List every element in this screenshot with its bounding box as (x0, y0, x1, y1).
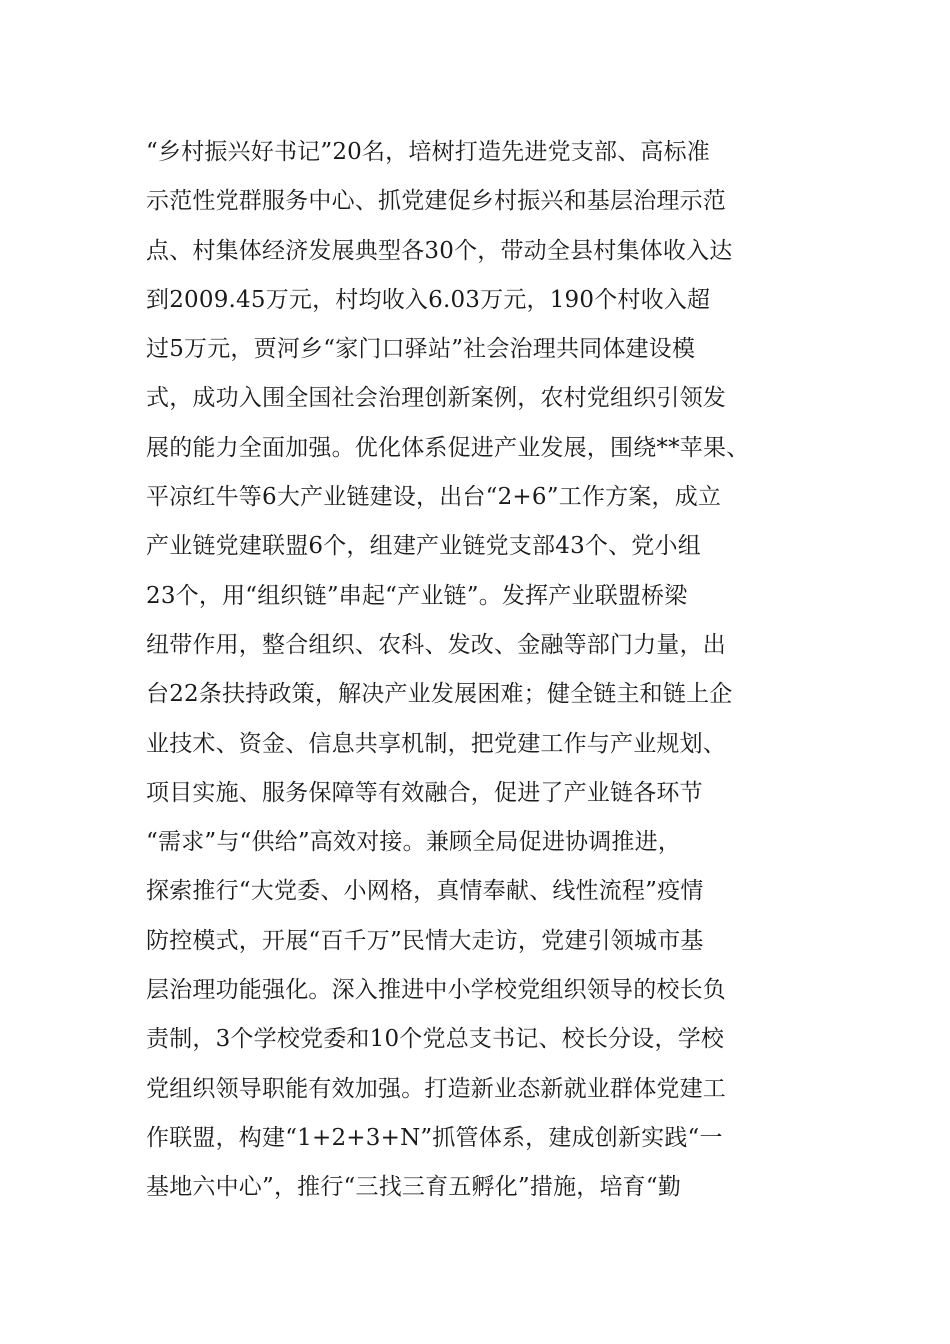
text-line: 点、村集体经济发展典型各30个，带动全县村集体收入达 (146, 237, 733, 264)
text-line: 23个，用“组织链”串起“产业链”。发挥产业联盟桥梁 (146, 582, 688, 609)
text-line: 探索推行“大党委、小网格，真情奉献、线性流程”疫情 (146, 878, 704, 905)
text-line: 平凉红牛等6大产业链建设，出台“2+6”工作方案，成立 (146, 484, 722, 511)
text-line: 产业链党建联盟6个，组建产业链党支部43个、党小组 (146, 533, 701, 560)
text-line: “需求”与“供给”高效对接。兼顾全局促进协调推进， (146, 829, 682, 856)
text-line: “乡村振兴好书记”20名，培树打造先进党支部、高标准 (146, 139, 710, 165)
text-line: 党组织领导职能有效加强。打造新业态新就业群体党建工 (146, 1075, 726, 1102)
text-line: 层治理功能强化。深入推进中小学校党组织领导的校长负 (146, 977, 726, 1004)
text-line: 过5万元，贾河乡“家门口驿站”社会治理共同体建设模 (146, 336, 696, 363)
text-line: 到2009.45万元，村均收入6.03万元，190个村收入超 (146, 286, 711, 313)
text-line: 责制，3个学校党委和10个党总支书记、校长分设，学校 (146, 1026, 725, 1053)
body-paragraph (146, 128, 836, 1213)
text-line: 台22条扶持政策，解决产业发展困难；健全链主和链上企 (146, 681, 733, 708)
text-line: 式，成功入围全国社会治理创新案例，农村党组织引领发 (146, 385, 726, 412)
text-line: 纽带作用，整合组织、农科、发改、金融等部门力量，出 (146, 631, 726, 658)
text-line: 基地六中心”，推行“三找三育五孵化”措施，培育“勤 (146, 1174, 682, 1201)
text-line: 防控模式，开展“百千万”民情大走访，党建引领城市基 (146, 927, 704, 954)
text-line: 作联盟，构建“1+2+3+N”抓管体系，建成创新实践“一 (146, 1124, 723, 1151)
text-line: 示范性党群服务中心、抓党建促乡村振兴和基层治理示范 (146, 188, 726, 215)
text-line: 项目实施、服务保障等有效融合，促进了产业链各环节 (146, 779, 703, 806)
text-line: 业技术、资金、信息共享机制，把党建工作与产业规划、 (146, 730, 726, 757)
text-line: 展的能力全面加强。优化体系促进产业发展，围绕**苹果、 (146, 434, 750, 461)
